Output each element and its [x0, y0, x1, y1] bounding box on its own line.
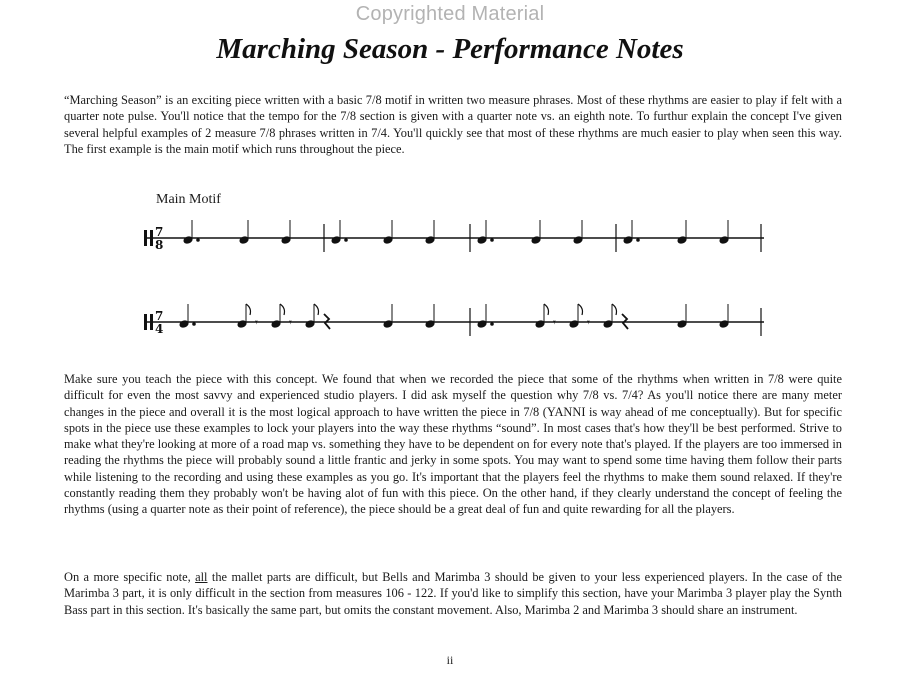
page-number: ii [446, 653, 454, 667]
note [573, 220, 583, 244]
main-motif-staff [140, 216, 770, 260]
copyright-watermark: Copyrighted Material [355, 3, 545, 25]
note [677, 304, 687, 328]
eighth-rest-icon: 𝄾 [553, 316, 556, 329]
concept-paragraph: Make sure you teach the piece with this concept. We found that when we recorded the piece that some of the rhythms when written in 7/8 were quite difficult for even the most savvy and experienced studio players. I did ask myself the question why 7/8 vs. 7/4? As you'll notice there are many meter changes in the piece and overall it is the most logical approach to have written the piece in 7/8 (YANNI is way ahead of me conceptually). But for specific spots in the piece use these examples to lock your players into the way these rhythms “sound”. In most cases that's how they'll be best performed. Strive to make what they're looking at more of a road map vs. something they have to be dependent on for every note that's played. If the players are too immersed in reading the rhythms the piece will probably sound a little frantic and jerky in some spots. You may want to spend some time having them follow their parts while listening to the recording and using these examples as you go. It's important that the players feel the rhythms to make them sound relaxed. If they're constantly reading them they probably won't be having alot of fun with this piece. On the other hand, if they clearly understand the concept of feeling the rhythms (using a quarter note as their point of reference), the piece should be a great deal of fun and quite rewarding for all the players. [64, 372, 842, 517]
note [425, 220, 435, 244]
eighth-rest-icon: 𝄾 [255, 316, 258, 329]
note [677, 220, 687, 244]
note [623, 220, 639, 244]
note [383, 304, 393, 328]
time-sig-top: 7 [155, 309, 164, 323]
p3-text-after: the mallet parts are difficult, but Bells and Marimba 3 should be given to your less experienced players. In the case of the Marimba 3 part, it is only difficult in the section from measures 106 - 122. If you'd like to simplify this section, have your Marimba 3 player play the Synth Bass part in this section. It's basically the same part, but omits the constant movement. Also, Marimba 2 and Marimba 3 should share an instrument. [64, 570, 842, 617]
main-motif-label: Main Motif [156, 192, 221, 207]
intro-paragraph: “Marching Season” is an exciting piece written with a basic 7/8 motif in written two measure phrases. Most of these rhythms are easier to play if felt with a quarter note pulse. You'll notice that the tempo for the 7/8 section is given with a quarter note vs. an eighth note. To furthur explain the concept I've given several helpful examples of 2 measure 7/8 phrases written in 7/4. You'll quickly see that most of these rhythms are much easier to play when seen this way. The first example is the main motif which runs throughout the piece. [64, 93, 842, 156]
page-title: Marching Season - Performance Notes [216, 33, 684, 65]
note [531, 220, 541, 244]
time-sig-bottom: 4 [155, 322, 164, 336]
time-sig-top: 7 [155, 225, 164, 239]
eighth-rest-icon: 𝄾 [587, 316, 590, 329]
note [183, 220, 199, 244]
p3-text-before: On a more specific note, [64, 570, 196, 584]
note [477, 304, 493, 328]
note [719, 220, 729, 244]
note [719, 304, 729, 328]
time-sig-bottom: 8 [155, 238, 164, 252]
eighth-note [603, 304, 616, 328]
note [425, 304, 435, 328]
eighth-rest-icon: 𝄾 [289, 316, 292, 329]
eighth-note [271, 304, 284, 328]
note [239, 220, 249, 244]
mallet-notes-paragraph [64, 569, 842, 618]
eighth-note [237, 304, 250, 328]
note [477, 220, 493, 244]
eighth-note [535, 304, 548, 328]
p3-emphasis: all [195, 570, 208, 584]
eighth-note [305, 304, 318, 328]
note [383, 220, 393, 244]
note [331, 220, 347, 244]
eighth-note [569, 304, 582, 328]
note [281, 220, 291, 244]
motif-7-4-staff [140, 300, 770, 344]
note [179, 304, 195, 328]
